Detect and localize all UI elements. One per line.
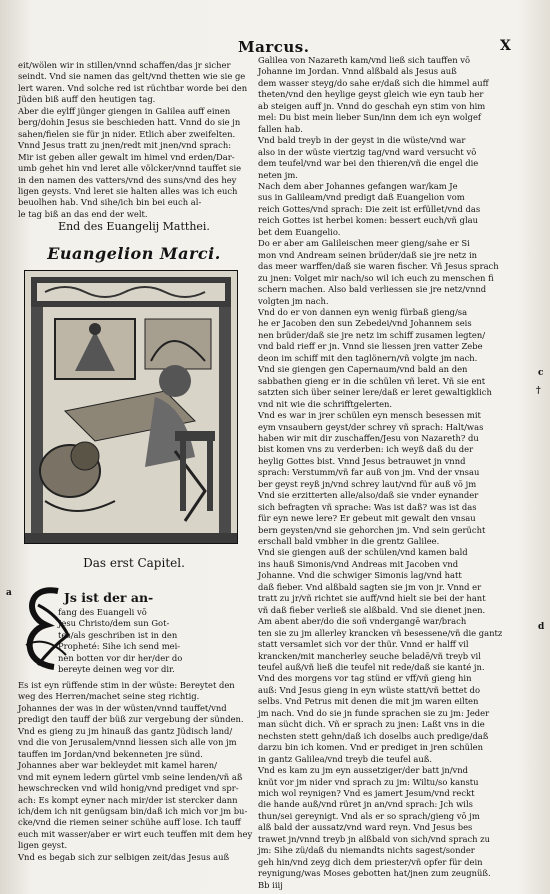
text-line: Johanne im Jordan. Vnnd alßbald als Jesus auß	[258, 66, 457, 77]
text-line: umb gehet hin vnd leret alle völcker/vnnd tauffet sie	[18, 163, 242, 174]
text-line: jm: Sihe zü/daß du niemandts nichts sagest/sonder	[258, 845, 475, 856]
text-line: Vnnd Jesus tratt zu jnen/redt mit jnen/vnd sprach:	[18, 140, 232, 151]
text-line: in gantz Galilea/vnd treyb die teufel auß.	[258, 753, 433, 764]
text-line: Vnd bald treyb in der geyst in die wüste/vnd war	[258, 135, 466, 146]
text-line: bern geysten/vnd sie gehorchen jm. Vnd sein gerücht	[258, 524, 486, 535]
text-line: Am abent aber/do die soñ vndergangē war/brach	[258, 616, 467, 627]
text-line: ach: Es kompt eyner nach mir/der ist stercker dann	[18, 794, 238, 805]
text-line: heylig Gottes bist. Vnnd Jesus betrauwet jn vnnd	[258, 455, 466, 466]
text-line: dem wasser steyg/do sahe er/daß sich die himmel auff	[258, 77, 489, 88]
text-line: zu jnen: Volget mir nach/so wil ich euch zu menschen fi	[258, 272, 494, 283]
left-column-bottom-text	[18, 680, 253, 863]
text-line: selbs. Vnd Petrus mit denen die mit jm waren eilten	[258, 696, 479, 707]
text-line: lert waren. Vnd solche red ist rüchtbar worde bei den	[18, 82, 248, 93]
text-line: Vnd do er von dannen eyn wenig fürbaß gieng/sa	[258, 306, 468, 317]
text-line: seindt. Vnd sie namen das gelt/vnd thetten wie sie ge	[18, 71, 246, 82]
text-line: haben wir mit dir zuschaffen/Jesu von Nazareth? du	[258, 432, 479, 443]
end-of-matthew-line: End des Euangelij Matthei.	[58, 220, 210, 233]
text-line: teufel auß/vñ ließ die teufel nit rede/daß sie kanté jn.	[258, 662, 485, 673]
text-line: Mir ist geben aller gewalt im himel vnd erden/Dar-	[18, 151, 235, 162]
text-line: Aber die eylff jünger giengen in Galilea auff einen	[18, 105, 231, 116]
text-line: geh hin/vnd zeyg dich dem priester/vñ opfer für dein	[258, 856, 483, 867]
text-line: dem teufel/vnd war bei den thieren/vñ die engel die	[258, 158, 479, 169]
text-line: in den namen des vatters/vnd des suns/vnd des hey	[18, 174, 237, 185]
margin-mark-cross: †	[536, 386, 541, 396]
text-line: Vnd es kam zu jm eyn aussetziger/der batt jn/vnd	[258, 765, 469, 776]
right-column-text	[258, 55, 533, 891]
text-line: Johanne. Vnd die schwiger Simonis lag/vnd hatt	[258, 570, 462, 581]
text-line: mel: Du bist mein lieber Sun/inn dem ich eyn wolgef	[258, 112, 481, 123]
left-column-initial-block-text	[58, 607, 248, 676]
text-line: ligen geyst.	[18, 840, 68, 851]
text-line: reich Gottes/vnd sprach: Die zeit ist erfüllet/vnd das	[258, 203, 481, 214]
text-line: sabbathen gieng er in die schülen vñ leret. Vñ sie ent	[258, 375, 486, 386]
text-line: vnd die von Jerusalem/vnnd liessen sich alle von jm	[18, 737, 237, 748]
text-line: für eyn newe lere? Er gebeut mit gewalt den vnsau	[258, 513, 476, 524]
text-line: bet dem Euangelio.	[258, 226, 341, 237]
text-line: ich/dem ich nit genügsam bin/daß ich mich vor jm bu-	[18, 805, 248, 816]
text-line: das meer warffen/daß sie waren fischer. Vñ Jesus sprach	[258, 261, 499, 272]
opening-line: Js ist der an-	[64, 590, 154, 605]
text-line: Jüden biß auff den heutigen tag.	[18, 94, 156, 105]
text-line: Vnd sie giengen gen Capernaum/vnd bald an den	[258, 364, 468, 375]
text-line: nen brüder/daß sie jre netz im schiff zusamen legten/	[258, 329, 486, 340]
text-line: vñ daß fieber verließ sie alßbald. Vnd sie dienet jnen.	[258, 604, 486, 615]
text-line: daß fieber. Vnd alßbald sagten sie jm von jr. Vnnd er	[258, 581, 482, 592]
text-line: krancken/mit mancherley seuche beladē/vñ treyb vil	[258, 650, 481, 661]
book-title: Euangelion Marci.	[47, 244, 221, 263]
text-line: berg/dohin Jesus sie beschieden hatt. Vnnd do sie jn	[18, 117, 241, 128]
text-line: Do er aber am Galileischen meer gieng/sahe er Si	[258, 238, 470, 249]
text-line: tratt zu jr/vñ richtet sie auff/vnd hielt sie bei der hant	[258, 593, 486, 604]
text-line: vnd nit wie die schrifftgelerten.	[258, 398, 393, 409]
text-line: Vnd es begab sich zur selbigen zeit/das Jesus auß	[18, 851, 230, 862]
text-line: erschall bald vmbher in die grentz Galilee.	[258, 536, 440, 547]
text-line: fang des Euangeli vō	[58, 607, 147, 617]
text-line: neten jm.	[258, 169, 298, 180]
text-line: he er Jacoben den sun Zebedei/vnd Johannem seis	[258, 318, 472, 329]
text-line: ins hauß Simonis/vnd Andreas mit Jacoben vnd	[258, 558, 459, 569]
text-line: man sücht dich. Vñ er sprach zu jnen: Laßt vns in die	[258, 719, 485, 730]
text-line: Johannes der was in der wüsten/vnnd tauffet/vnd	[18, 702, 227, 713]
text-line: satzten sich über seiner lere/daß er leret gewaltigklich	[258, 387, 492, 398]
text-line: Jesu Christo/dem sun Got-	[58, 618, 170, 629]
running-title: Marcus.	[238, 38, 310, 56]
text-line: sus in Galileam/vnd predigt daß Euangelion vom	[258, 192, 465, 203]
text-line: ab steigen auff jn. Vnnd do geschah eyn stim von him	[258, 100, 486, 111]
text-line: hewschrecken vnd wild honig/vnd prediget vnd spr-	[18, 783, 239, 794]
text-line: Vnd es gieng zu jm hinauß das gantz Jüdisch land/	[18, 725, 233, 736]
text-line: deon im schiff mit den taglönern/vñ volgte jm nach.	[258, 352, 478, 363]
text-line: Bb iiij	[258, 879, 283, 890]
text-line: tes/als geschriben ist in den	[58, 629, 178, 640]
text-line: weg des Herren/machet seine steg richtig.	[18, 691, 200, 702]
text-line: mon vnd Andream seinen brüder/daß sie jre netz in	[258, 249, 478, 260]
text-line: ber geyst reyß jn/vnd schrey laut/vnd für auß vō jm	[258, 478, 477, 489]
text-line: bist komen vns zu verderben: ich weyß daß du der	[258, 444, 474, 455]
text-line: alß bald der aussatz/vnd ward reyn. Vnd Jesus bes	[258, 822, 473, 833]
text-line: reynigung/was Moses gebotten hat/jnen zum zeugnüß.	[258, 868, 491, 879]
evangelist-woodcut-illustration	[24, 270, 238, 544]
text-line: tauffen im Jordan/vnd bekenneten jre sünd.	[18, 748, 203, 759]
text-line: vnd bald rieff er jn. Vnnd sie liessen jren vatter Zebe	[258, 341, 483, 352]
text-line: eit/wölen wir in stillen/vnnd schaffen/das jr sicher	[18, 60, 231, 70]
text-line: Nach dem aber Johannes gefangen war/kam Je	[258, 180, 458, 191]
text-line: ten sie zu jm allerley krancken vñ besessene/vñ die gantz	[258, 627, 503, 638]
folio-number: X	[500, 38, 511, 54]
text-line: schern machen. Also bald verliessen sie jre netz/vnnd	[258, 284, 487, 295]
text-line: volgten jm nach.	[258, 295, 329, 306]
text-line: eym vnsaubern geyst/der schrey vñ sprach: Halt/was	[258, 421, 484, 432]
text-line: Vnd sie erzitterten alle/also/daß sie vnder eynander	[258, 490, 479, 501]
left-column-top-text	[18, 60, 250, 220]
text-line: nen botten vor dir her/der do	[58, 652, 183, 663]
text-line: Galilea von Nazareth kam/vnd ließ sich tauffen vō	[258, 55, 471, 65]
text-line: sprach: Verstumm/vñ far auß von jm. Vnd der vnsau	[258, 467, 480, 478]
text-line: fallen hab.	[258, 123, 303, 134]
text-line: trawet jn/vnnd treyb jn alßbald von sich/vnd sprach zu	[258, 833, 490, 844]
margin-mark-c: c	[538, 368, 544, 378]
text-line: predigt den tauff der büß zur vergebung der sünden.	[18, 714, 244, 725]
text-line: ligen geysts. Vnd leret sie halten alles was ich euch	[18, 185, 238, 196]
text-line: thun/sei gereynigt. Vnd als er so sprach/gieng vō jm	[258, 810, 480, 821]
text-line: auß: Vnd Jesus gieng in eyn wüste statt/vñ bettet do	[258, 684, 481, 695]
text-line: sich befragten vñ sprache: Was ist daß? was ist das	[258, 501, 477, 512]
margin-mark-a: a	[6, 588, 12, 598]
text-line: mich wol reynigen? Vnd es jamert Jesum/vnd reckt	[258, 788, 475, 798]
text-line: also in der wüste viertzig tag/vnd ward versucht vō	[258, 146, 477, 157]
text-line: Es ist eyn rüffende stim in der wüste: Bereytet den	[18, 680, 235, 690]
text-line: bereyte deinen weg vor dir.	[58, 664, 175, 675]
text-line: knüt vor jm nider vnd sprach zu jm: Wiltu/so kanstu	[258, 776, 479, 787]
text-line: statt versamlet sich vor der thür. Vnnd er halff vil	[258, 639, 469, 650]
text-line: euch mit wasser/aber er wirt euch teuffen mit dem hey	[18, 828, 253, 839]
text-line: Vnd des morgens vor tag stünd er vff/vñ gieng hin	[258, 673, 472, 684]
text-line: Propheté: Sihe ich send mei-	[58, 641, 181, 652]
text-line: Vnd sie giengen auß der schülen/vnd kamen bald	[258, 547, 468, 558]
text-line: le tag biß an das end der welt.	[18, 208, 148, 219]
chapter-heading: Das erst Capitel.	[83, 556, 185, 570]
text-line: sahen/fielen sie für jn nider. Etlich aber zweifelten.	[18, 128, 236, 139]
margin-mark-d: d	[538, 622, 545, 632]
text-line: cke/vnd die riemen seiner schühe auff lose. Ich tauff	[18, 817, 241, 828]
text-line: beuolhen hab. Vnd sihe/ich bin bei euch al-	[18, 197, 202, 208]
text-line: theten/vnd den heylige geyst gleich wie eyn taub her	[258, 89, 484, 100]
text-line: darzu bin ich komen. Vnd er prediget in jren schülen	[258, 742, 484, 753]
text-line: die hande auß/vnd rüret jn an/vnd sprach: Jch wils	[258, 799, 473, 810]
text-line: vnd mit eynem ledern gürtel vmb seine lenden/vñ aß	[18, 771, 243, 782]
text-line: jm nach. Vnd do sie jn funde sprachen sie zu jm: Jeder	[258, 707, 490, 718]
text-line: reich Gottes ist herbei komen: bessert euch/vñ glau	[258, 215, 479, 226]
text-line: Johannes aber war bekleydet mit kamel haren/	[18, 760, 217, 771]
woodcut-drawing	[25, 271, 237, 543]
text-line: nechsten stett gehn/daß ich doselbs auch predige/daß	[258, 730, 489, 741]
text-line: Vnd es war in jrer schülen eyn mensch besessen mit	[258, 410, 481, 421]
